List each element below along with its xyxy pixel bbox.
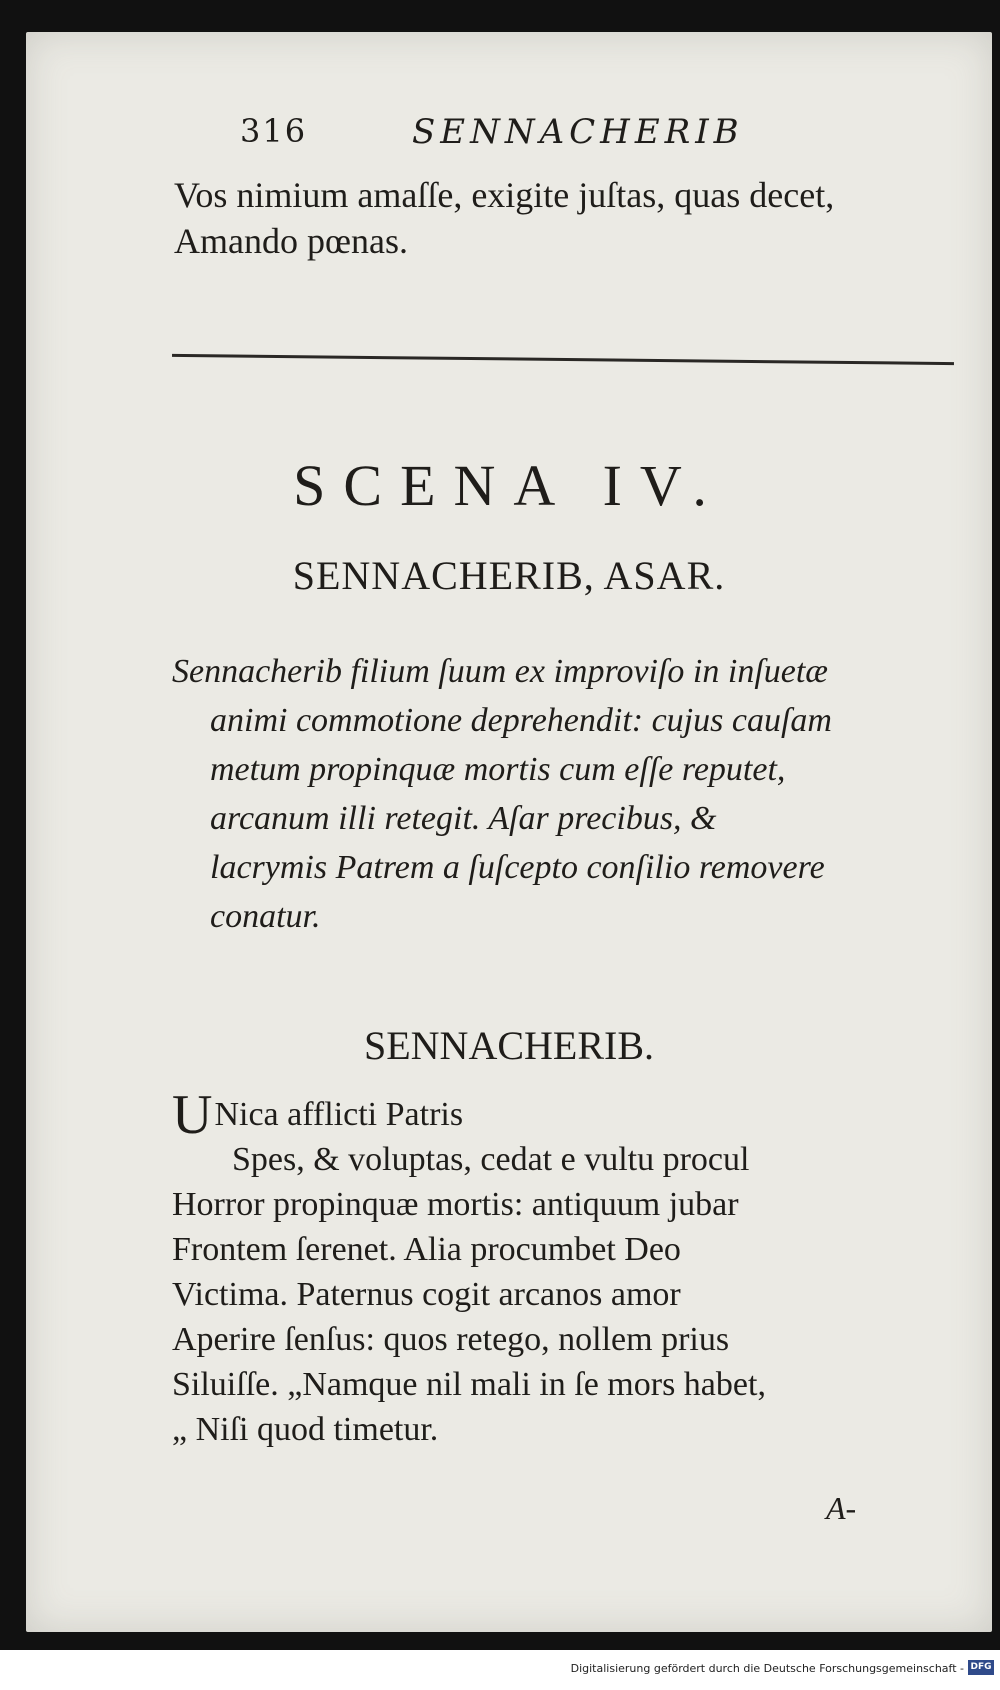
speech-line: Frontem ſerenet. Alia procumbet Deo bbox=[172, 1231, 681, 1268]
scene-persons: SENNACHERIB, ASAR. bbox=[292, 553, 726, 598]
speech-line: Victima. Paternus cogit arcanos amor bbox=[172, 1276, 681, 1313]
argument-line: Sennacherib filium ſuum ex improviſo in inſuetæ bbox=[172, 653, 828, 690]
speech-text bbox=[172, 1084, 962, 1452]
argument-line: arcanum illi retegit. Aſar precibus, & bbox=[210, 800, 717, 837]
speech-line: Nica afflicti Patris bbox=[214, 1096, 464, 1133]
speaker-name: SENNACHERIB. bbox=[363, 1023, 655, 1068]
speech-first-line bbox=[172, 1084, 962, 1146]
page-content bbox=[26, 32, 992, 1632]
speech-line: Spes, & voluptas, cedat e vultu procul bbox=[232, 1141, 750, 1178]
section-rule bbox=[172, 354, 954, 365]
verse-continuation bbox=[174, 172, 964, 264]
dfg-logo-icon: DFG bbox=[968, 1660, 994, 1675]
speech-line: „ Niſi quod timetur. bbox=[172, 1411, 439, 1448]
scene-argument bbox=[172, 647, 952, 941]
speech-line: Horror propinquæ mortis: antiquum jubar bbox=[172, 1186, 739, 1223]
argument-line: lacrymis Patrem a ſuſcepto conſilio removere bbox=[210, 849, 825, 886]
drop-initial: U bbox=[172, 1084, 213, 1146]
scene-heading: SCENA IV. bbox=[293, 453, 725, 518]
book-page bbox=[26, 32, 992, 1632]
argument-line: metum propinquæ mortis cum eſſe reputet, bbox=[210, 751, 786, 788]
funding-credit: Digitalisierung gefördert durch die Deutsche Forschungsgemeinschaft - bbox=[570, 1662, 964, 1675]
verse-line: Vos nimium amaſſe, exigite juſtas, quas decet, bbox=[174, 175, 835, 215]
speech-line: Siluiſſe. „Namque nil mali in ſe mors habet, bbox=[172, 1366, 766, 1403]
catchword: A- bbox=[826, 1490, 857, 1526]
page-number: 316 bbox=[240, 112, 308, 150]
running-title: SENNACHERIB bbox=[412, 112, 744, 152]
argument-line: conatur. bbox=[210, 898, 321, 935]
running-head bbox=[240, 112, 800, 162]
speech-line: Aperire ſenſus: quos retego, nollem prius bbox=[172, 1321, 730, 1358]
verse-line: Amando pœnas. bbox=[174, 221, 408, 261]
argument-line: animi commotione deprehendit: cujus cauſam bbox=[210, 702, 832, 739]
digitization-footer bbox=[0, 1650, 1000, 1690]
